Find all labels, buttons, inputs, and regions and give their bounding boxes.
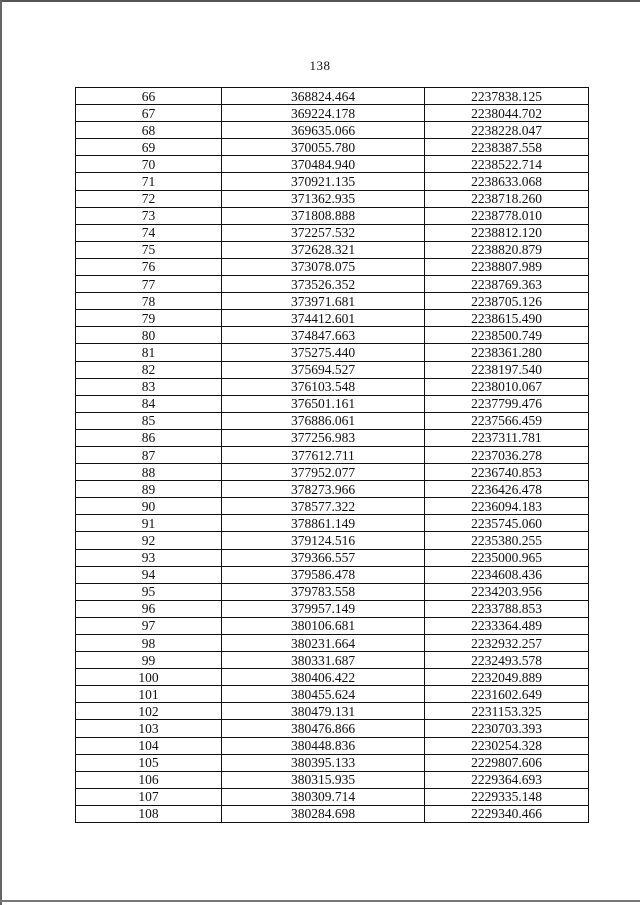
y-coordinate-cell: 2238633.068 xyxy=(425,173,589,190)
x-coordinate-cell: 378577.322 xyxy=(222,498,425,515)
point-number-cell: 102 xyxy=(76,703,222,720)
table-row xyxy=(76,88,589,105)
point-number-cell: 100 xyxy=(76,669,222,686)
point-number-cell: 96 xyxy=(76,600,222,617)
x-coordinate-cell: 373078.075 xyxy=(222,258,425,275)
point-number-cell: 89 xyxy=(76,481,222,498)
table-row xyxy=(76,720,589,737)
table-row xyxy=(76,515,589,532)
point-number-cell: 84 xyxy=(76,395,222,412)
table-row xyxy=(76,549,589,566)
point-number-cell: 78 xyxy=(76,293,222,310)
point-number-cell: 80 xyxy=(76,327,222,344)
y-coordinate-cell: 2235000.965 xyxy=(425,549,589,566)
point-number-cell: 74 xyxy=(76,224,222,241)
table-row xyxy=(76,344,589,361)
table-row xyxy=(76,190,589,207)
y-coordinate-cell: 2238820.879 xyxy=(425,241,589,258)
point-number-cell: 92 xyxy=(76,532,222,549)
point-number-cell: 73 xyxy=(76,207,222,224)
point-number-cell: 93 xyxy=(76,549,222,566)
table-row xyxy=(76,361,589,378)
y-coordinate-cell: 2238044.702 xyxy=(425,105,589,122)
table-row xyxy=(76,464,589,481)
point-number-cell: 85 xyxy=(76,412,222,429)
x-coordinate-cell: 380479.131 xyxy=(222,703,425,720)
x-coordinate-cell: 370484.940 xyxy=(222,156,425,173)
point-number-cell: 76 xyxy=(76,258,222,275)
table-row xyxy=(76,583,589,600)
y-coordinate-cell: 2230254.328 xyxy=(425,737,589,754)
point-number-cell: 104 xyxy=(76,737,222,754)
point-number-cell: 81 xyxy=(76,344,222,361)
y-coordinate-cell: 2229364.693 xyxy=(425,771,589,788)
y-coordinate-cell: 2235745.060 xyxy=(425,515,589,532)
table-row xyxy=(76,788,589,805)
y-coordinate-cell: 2238500.749 xyxy=(425,327,589,344)
point-number-cell: 83 xyxy=(76,378,222,395)
x-coordinate-cell: 380331.687 xyxy=(222,652,425,669)
point-number-cell: 70 xyxy=(76,156,222,173)
table-row xyxy=(76,532,589,549)
x-coordinate-cell: 372257.532 xyxy=(222,224,425,241)
x-coordinate-cell: 377952.077 xyxy=(222,464,425,481)
y-coordinate-cell: 2238361.280 xyxy=(425,344,589,361)
table-row xyxy=(76,446,589,463)
point-number-cell: 107 xyxy=(76,788,222,805)
table-row xyxy=(76,395,589,412)
scan-edge-left xyxy=(0,0,2,905)
point-number-cell: 71 xyxy=(76,173,222,190)
point-number-cell: 103 xyxy=(76,720,222,737)
table-row xyxy=(76,293,589,310)
point-number-cell: 97 xyxy=(76,617,222,634)
coordinates-table xyxy=(75,87,589,823)
point-number-cell: 106 xyxy=(76,771,222,788)
page-number: 138 xyxy=(309,58,331,73)
point-number-cell: 91 xyxy=(76,515,222,532)
point-number-cell: 72 xyxy=(76,190,222,207)
y-coordinate-cell: 2238778.010 xyxy=(425,207,589,224)
y-coordinate-cell: 2233364.489 xyxy=(425,617,589,634)
table-row xyxy=(76,327,589,344)
y-coordinate-cell: 2236426.478 xyxy=(425,481,589,498)
x-coordinate-cell: 380284.698 xyxy=(222,805,425,822)
x-coordinate-cell: 376886.061 xyxy=(222,412,425,429)
y-coordinate-cell: 2229807.606 xyxy=(425,754,589,771)
y-coordinate-cell: 2237838.125 xyxy=(425,88,589,105)
table-row xyxy=(76,600,589,617)
y-coordinate-cell: 2229340.466 xyxy=(425,805,589,822)
x-coordinate-cell: 370055.780 xyxy=(222,139,425,156)
scan-edge-bottom xyxy=(0,900,640,902)
table-row xyxy=(76,258,589,275)
x-coordinate-cell: 380309.714 xyxy=(222,788,425,805)
y-coordinate-cell: 2232049.889 xyxy=(425,669,589,686)
x-coordinate-cell: 379783.558 xyxy=(222,583,425,600)
table-row xyxy=(76,378,589,395)
y-coordinate-cell: 2238718.260 xyxy=(425,190,589,207)
x-coordinate-cell: 377256.983 xyxy=(222,429,425,446)
x-coordinate-cell: 378273.966 xyxy=(222,481,425,498)
table-row xyxy=(76,241,589,258)
x-coordinate-cell: 368824.464 xyxy=(222,88,425,105)
y-coordinate-cell: 2238807.989 xyxy=(425,258,589,275)
y-coordinate-cell: 2237566.459 xyxy=(425,412,589,429)
point-number-cell: 75 xyxy=(76,241,222,258)
x-coordinate-cell: 377612.711 xyxy=(222,446,425,463)
table-row xyxy=(76,412,589,429)
table-row xyxy=(76,771,589,788)
point-number-cell: 88 xyxy=(76,464,222,481)
table-row xyxy=(76,105,589,122)
point-number-cell: 95 xyxy=(76,583,222,600)
y-coordinate-cell: 2231602.649 xyxy=(425,686,589,703)
y-coordinate-cell: 2234203.956 xyxy=(425,583,589,600)
y-coordinate-cell: 2238705.126 xyxy=(425,293,589,310)
x-coordinate-cell: 379366.557 xyxy=(222,549,425,566)
y-coordinate-cell: 2232493.578 xyxy=(425,652,589,669)
x-coordinate-cell: 375694.527 xyxy=(222,361,425,378)
table-row xyxy=(76,498,589,515)
x-coordinate-cell: 370921.135 xyxy=(222,173,425,190)
point-number-cell: 69 xyxy=(76,139,222,156)
x-coordinate-cell: 379124.516 xyxy=(222,532,425,549)
y-coordinate-cell: 2238228.047 xyxy=(425,122,589,139)
y-coordinate-cell: 2237799.476 xyxy=(425,395,589,412)
x-coordinate-cell: 374412.601 xyxy=(222,310,425,327)
x-coordinate-cell: 380448.836 xyxy=(222,737,425,754)
point-number-cell: 101 xyxy=(76,686,222,703)
x-coordinate-cell: 380476.866 xyxy=(222,720,425,737)
point-number-cell: 77 xyxy=(76,276,222,293)
y-coordinate-cell: 2236094.183 xyxy=(425,498,589,515)
x-coordinate-cell: 379586.478 xyxy=(222,566,425,583)
y-coordinate-cell: 2232932.257 xyxy=(425,635,589,652)
point-number-cell: 94 xyxy=(76,566,222,583)
x-coordinate-cell: 378861.149 xyxy=(222,515,425,532)
table-row xyxy=(76,617,589,634)
y-coordinate-cell: 2233788.853 xyxy=(425,600,589,617)
y-coordinate-cell: 2238010.067 xyxy=(425,378,589,395)
x-coordinate-cell: 369635.066 xyxy=(222,122,425,139)
x-coordinate-cell: 376103.548 xyxy=(222,378,425,395)
table-row xyxy=(76,139,589,156)
table-row xyxy=(76,276,589,293)
point-number-cell: 79 xyxy=(76,310,222,327)
table-row xyxy=(76,224,589,241)
point-number-cell: 105 xyxy=(76,754,222,771)
x-coordinate-cell: 369224.178 xyxy=(222,105,425,122)
table-row xyxy=(76,686,589,703)
table-row xyxy=(76,669,589,686)
x-coordinate-cell: 371808.888 xyxy=(222,207,425,224)
table-row xyxy=(76,566,589,583)
table-row xyxy=(76,481,589,498)
x-coordinate-cell: 380106.681 xyxy=(222,617,425,634)
y-coordinate-cell: 2236740.853 xyxy=(425,464,589,481)
table-row xyxy=(76,805,589,822)
x-coordinate-cell: 380395.133 xyxy=(222,754,425,771)
y-coordinate-cell: 2238769.363 xyxy=(425,276,589,293)
table-row xyxy=(76,122,589,139)
x-coordinate-cell: 380231.664 xyxy=(222,635,425,652)
table-row xyxy=(76,156,589,173)
y-coordinate-cell: 2234608.436 xyxy=(425,566,589,583)
table-row xyxy=(76,429,589,446)
coordinates-table-body xyxy=(76,88,589,823)
table-row xyxy=(76,652,589,669)
x-coordinate-cell: 373526.352 xyxy=(222,276,425,293)
y-coordinate-cell: 2238522.714 xyxy=(425,156,589,173)
y-coordinate-cell: 2237036.278 xyxy=(425,446,589,463)
y-coordinate-cell: 2238812.120 xyxy=(425,224,589,241)
table-row xyxy=(76,635,589,652)
y-coordinate-cell: 2238387.558 xyxy=(425,139,589,156)
x-coordinate-cell: 375275.440 xyxy=(222,344,425,361)
y-coordinate-cell: 2231153.325 xyxy=(425,703,589,720)
point-number-cell: 108 xyxy=(76,805,222,822)
point-number-cell: 86 xyxy=(76,429,222,446)
x-coordinate-cell: 379957.149 xyxy=(222,600,425,617)
x-coordinate-cell: 373971.681 xyxy=(222,293,425,310)
y-coordinate-cell: 2230703.393 xyxy=(425,720,589,737)
y-coordinate-cell: 2235380.255 xyxy=(425,532,589,549)
table-row xyxy=(76,737,589,754)
x-coordinate-cell: 374847.663 xyxy=(222,327,425,344)
x-coordinate-cell: 376501.161 xyxy=(222,395,425,412)
point-number-cell: 98 xyxy=(76,635,222,652)
x-coordinate-cell: 380406.422 xyxy=(222,669,425,686)
table-row xyxy=(76,207,589,224)
x-coordinate-cell: 372628.321 xyxy=(222,241,425,258)
table-row xyxy=(76,310,589,327)
x-coordinate-cell: 380315.935 xyxy=(222,771,425,788)
x-coordinate-cell: 371362.935 xyxy=(222,190,425,207)
table-row xyxy=(76,703,589,720)
y-coordinate-cell: 2238197.540 xyxy=(425,361,589,378)
y-coordinate-cell: 2238615.490 xyxy=(425,310,589,327)
scan-edge-top xyxy=(0,0,640,2)
table-row xyxy=(76,754,589,771)
point-number-cell: 66 xyxy=(76,88,222,105)
y-coordinate-cell: 2237311.781 xyxy=(425,429,589,446)
point-number-cell: 99 xyxy=(76,652,222,669)
point-number-cell: 82 xyxy=(76,361,222,378)
x-coordinate-cell: 380455.624 xyxy=(222,686,425,703)
point-number-cell: 90 xyxy=(76,498,222,515)
point-number-cell: 87 xyxy=(76,446,222,463)
point-number-cell: 67 xyxy=(76,105,222,122)
point-number-cell: 68 xyxy=(76,122,222,139)
table-row xyxy=(76,173,589,190)
y-coordinate-cell: 2229335.148 xyxy=(425,788,589,805)
